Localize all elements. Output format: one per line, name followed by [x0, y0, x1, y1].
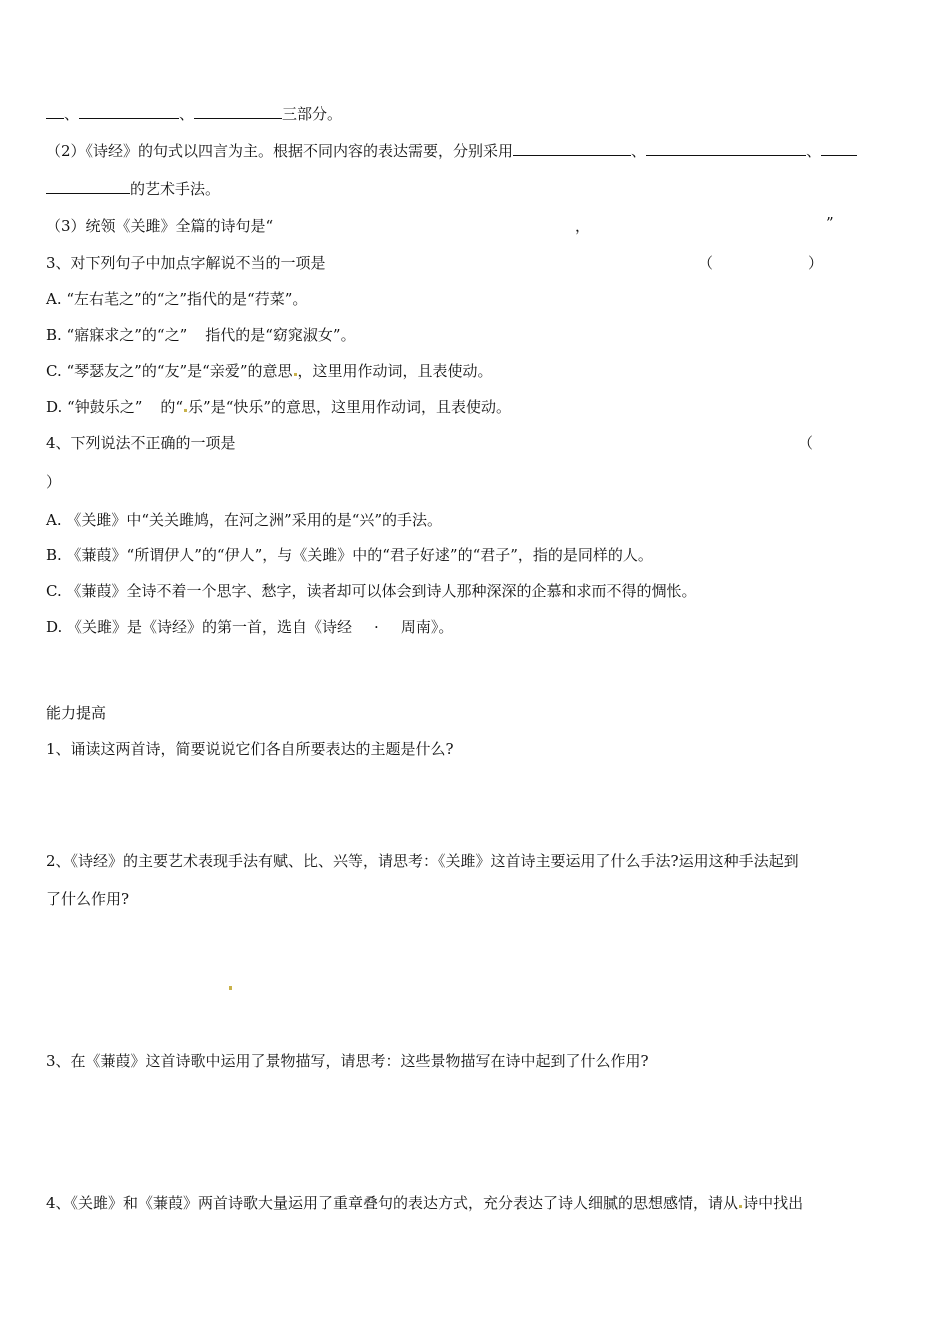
- option-b-part1: B. “寤寐求之”的“之”: [46, 326, 188, 344]
- option-d-part3: 乐”是“快乐”的意思，这里用作动词，且表使动。: [188, 398, 512, 416]
- answer-blank[interactable]: [46, 104, 64, 119]
- q4-option-c: C. 《蒹葭》全诗不着一个思字、愁字，读者却可以体会到诗人那种深深的企慕和求而不得的惆怅。: [46, 582, 697, 600]
- q3-fill-line: [46, 216, 273, 236]
- q2-fill-line-2: [46, 179, 220, 199]
- answer-blank[interactable]: [79, 104, 179, 119]
- option-d-part2: 的“: [160, 398, 184, 416]
- q2-text: （2）《诗经》的句式以四言为主。根据不同内容的表达需要，分别采用: [46, 142, 514, 160]
- middle-dot: ·: [374, 618, 379, 636]
- q2-fill-line: [46, 141, 857, 161]
- parts-suffix: 三部分。: [282, 105, 343, 123]
- q3-close-quote: ”: [826, 214, 834, 232]
- option-d-part1: D. “钟鼓乐之”: [46, 398, 143, 416]
- ability-q4: [46, 1193, 803, 1213]
- option-d-part1: D. 《关雎》是《诗经》的第一首，选自《诗经: [46, 618, 353, 636]
- emphasis-dot: [739, 1205, 742, 1208]
- ability-q2-line1: 2、《诗经》的主要艺术表现手法有赋、比、兴等，请思考：《关雎》这首诗主要运用了什么手法?运用这种手法起到: [46, 852, 799, 870]
- answer-blank[interactable]: [513, 141, 631, 156]
- q3-text: （3）统领《关雎》全篇的诗句是“: [46, 217, 274, 235]
- answer-paren-open: （: [698, 254, 714, 272]
- ability-q3: 3、在《蒹葭》这首诗歌中运用了景物描写，请思考：这些景物描写在诗中起到了什么作用?: [46, 1052, 649, 1070]
- section-title: 能力提高: [46, 704, 107, 722]
- ability-q2-line2: 了什么作用?: [46, 890, 130, 908]
- separator: 、: [64, 105, 80, 123]
- option-c-part2: ，这里用作动词，且表使动。: [297, 362, 493, 380]
- stray-mark: [229, 986, 232, 990]
- q3-stem: 3、对下列句子中加点字解说不当的一项是: [46, 254, 326, 272]
- ability-q1: 1、诵读这两首诗，简要说说它们各自所要表达的主题是什么?: [46, 740, 454, 758]
- answer-blank[interactable]: [194, 104, 282, 119]
- option-d-part2: 周南》。: [400, 618, 454, 636]
- emphasis-dot: [294, 373, 297, 376]
- option-c-part1: C. “琴瑟友之”的“友”是“亲爱”的意思: [46, 362, 293, 380]
- answer-blank[interactable]: [46, 179, 130, 194]
- option-b-part2: 指代的是“窈窕淑女”。: [205, 326, 356, 344]
- separator: 、: [179, 105, 195, 123]
- parts-fill-line: [46, 104, 342, 124]
- ability-q4-part1: 4、《关雎》和《蒹葭》两首诗歌大量运用了重章叠句的表达方式，充分表达了诗人细腻的思想感情，请从: [46, 1194, 739, 1212]
- ability-q4-part2: 诗中找出: [743, 1194, 804, 1212]
- separator: 、: [631, 142, 647, 160]
- answer-blank[interactable]: [646, 141, 806, 156]
- q3-option-a: A. “左右芼之”的“之”指代的是“荇菜”。: [46, 290, 308, 308]
- q3-option-d: [46, 397, 511, 417]
- q4-stem: 4、下列说法不正确的一项是: [46, 434, 236, 452]
- q4-option-a: A. 《关雎》中“关关雎鸠，在河之洲”采用的是“兴”的手法。: [46, 511, 443, 529]
- q2-suffix: 的艺术手法。: [130, 180, 221, 198]
- q4-option-d: [46, 617, 453, 637]
- emphasis-dot: [184, 409, 187, 412]
- q3-option-b: [46, 325, 356, 345]
- separator: 、: [806, 142, 822, 160]
- answer-paren-close[interactable]: ）: [46, 473, 62, 491]
- q3-option-c: [46, 361, 493, 381]
- answer-paren-close[interactable]: ）: [808, 254, 824, 272]
- answer-blank[interactable]: [821, 141, 857, 156]
- q4-option-b: B. 《蒹葭》“所谓伊人”的“伊人”，与《关雎》中的“君子好逑”的“君子”，指的是同样的人。: [46, 546, 653, 564]
- answer-paren-open: （: [798, 434, 814, 452]
- q3-comma: ，: [575, 217, 591, 235]
